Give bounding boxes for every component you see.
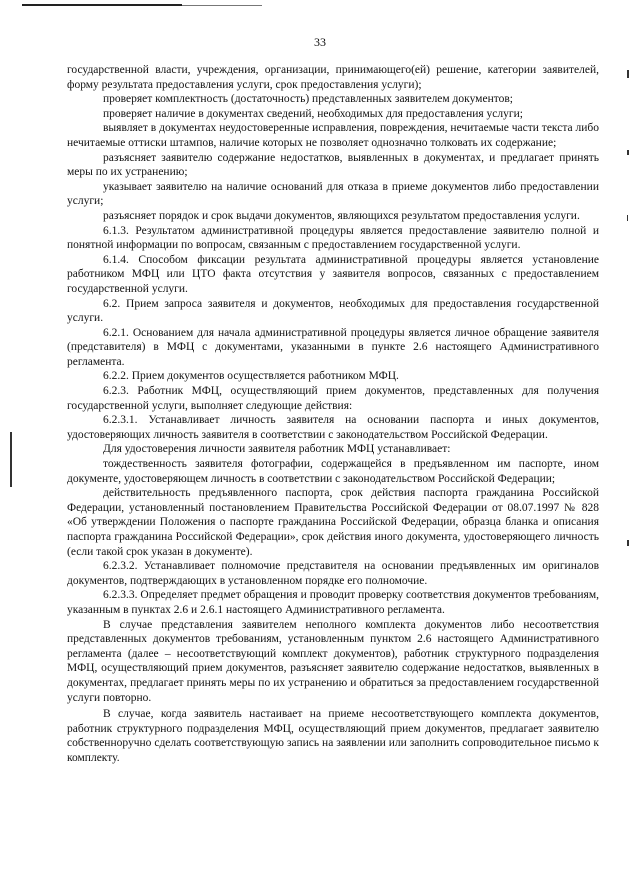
top-rule-thin bbox=[182, 5, 262, 6]
top-rule bbox=[22, 4, 182, 6]
section-heading: 6.2. Прием запроса заявителя и документов, необходимых для предоставления государственной услуги. bbox=[67, 297, 599, 325]
paragraph: тождественность заявителя фотографии, содержащейся в предъявленном им паспорте, ином документе, удостоверяющем личность в соответствии с законодательством Российской Федерации; bbox=[67, 458, 599, 485]
paragraph: проверяет наличие в документах сведений, необходимых для предоставления услуги; bbox=[103, 107, 523, 120]
paragraph: 6.2.3.2. Устанавливает полномочие представителя на основании предъявленных им оригиналов документов, подтверждающих в установленном порядке его полномочие. bbox=[67, 560, 599, 587]
scan-artifact bbox=[627, 215, 628, 221]
scan-artifact bbox=[627, 150, 629, 155]
paragraph: В случае, когда заявитель настаивает на приеме несоответствующего комплекта документов, работник структурного подразделения МФЦ, осуществляющий прием документов, предлагает заявителю собственноручно сделать соответствующую запись на заявлении или заполнить сопроводительное письмо к комплекту. bbox=[67, 708, 599, 764]
paragraph: Для удостоверения личности заявителя работник МФЦ устанавливает: bbox=[103, 443, 451, 456]
paragraph: выявляет в документах неудостоверенные исправления, повреждения, нечитаемые части текста либо нечитаемые оттиски штампов, наличие которых не позволяет однозначно толковать их содержание; bbox=[67, 122, 599, 149]
paragraph: разъясняет заявителю содержание недостатков, выявленных в документах, и предлагает принять меры по их устранению; bbox=[67, 151, 599, 179]
paragraph: проверяет комплектность (достаточность) представленных заявителем документов; bbox=[103, 93, 513, 106]
scan-artifact bbox=[10, 432, 12, 487]
paragraph: 6.1.3. Результатом административной процедуры является предоставление заявителю полной и понятной информации по вопросам, связанным с предоставлением государственной услуги. bbox=[67, 224, 599, 252]
paragraph: В случае представления заявителем неполного комплекта документов либо несоответствия представленных документов требованиям, установленным пунктом 2.6 настоящего Административного регламента (далее – несоответствующий комплект документов), работник структурного подразделения МФЦ, осуществляющий прием документов, разъясняет заявителю содержание недостатков, выявленных в документах, предлагает принять меры по их устранению и обратиться за предоставлением государственной услуги повторно. bbox=[67, 618, 599, 704]
paragraph: 6.1.4. Способом фиксации результата административной процедуры является установление работником МФЦ или ЦТО факта отсутствия у заявителя вопросов, связанных с предоставлением государственной услуги. bbox=[67, 253, 599, 295]
scan-artifact bbox=[627, 70, 629, 78]
document-body bbox=[67, 63, 599, 766]
paragraph: 6.2.1. Основанием для начала административной процедуры является личное обращение заявителя (представителя) в МФЦ с документами, указанными в пункте 2.6 настоящего Административного регламента. bbox=[67, 326, 599, 368]
paragraph: 6.2.3.3. Определяет предмет обращения и проводит проверку соответствия документов требованиям, указанным в пунктах 2.6 и 2.6.1 настоящего Административного регламента. bbox=[67, 589, 599, 616]
scan-artifact bbox=[627, 540, 629, 546]
page-number: 33 bbox=[314, 35, 326, 49]
paragraph: указывает заявителю на наличие оснований для отказа в приеме документов либо предоставлении услуги; bbox=[67, 180, 599, 208]
paragraph: 6.2.3.1. Устанавливает личность заявителя на основании паспорта и иных документов, удостоверяющих личность заявителя в соответствии с законодательством Российской Федерации. bbox=[67, 414, 599, 441]
paragraph: 6.2.2. Прием документов осуществляется работником МФЦ. bbox=[103, 370, 399, 383]
paragraph: государственной власти, учреждения, организации, принимающего(ей) решение, категории заявителей, форму результата предоставления услуги, срок предоставления услуги); bbox=[67, 64, 599, 91]
paragraph: действительность предъявленного паспорта, срок действия паспорта гражданина Российской Федерации, установленный постановлением Правительства Российской Федерации от 08.07.1997 № 828 «Об утверждении Положения о паспорте гражданина Российской Федерации, образца бланка и описания паспорта гражданина Российской Федерации», срок действия иного документа, удостоверяющего личность (если такой срок указан в документе). bbox=[67, 487, 599, 558]
paragraph: разъясняет порядок и срок выдачи документов, являющихся результатом предоставления услуги. bbox=[103, 209, 580, 222]
paragraph: 6.2.3. Работник МФЦ, осуществляющий прием документов, представленных для получения государственной услуги, выполняет следующие действия: bbox=[67, 385, 599, 412]
